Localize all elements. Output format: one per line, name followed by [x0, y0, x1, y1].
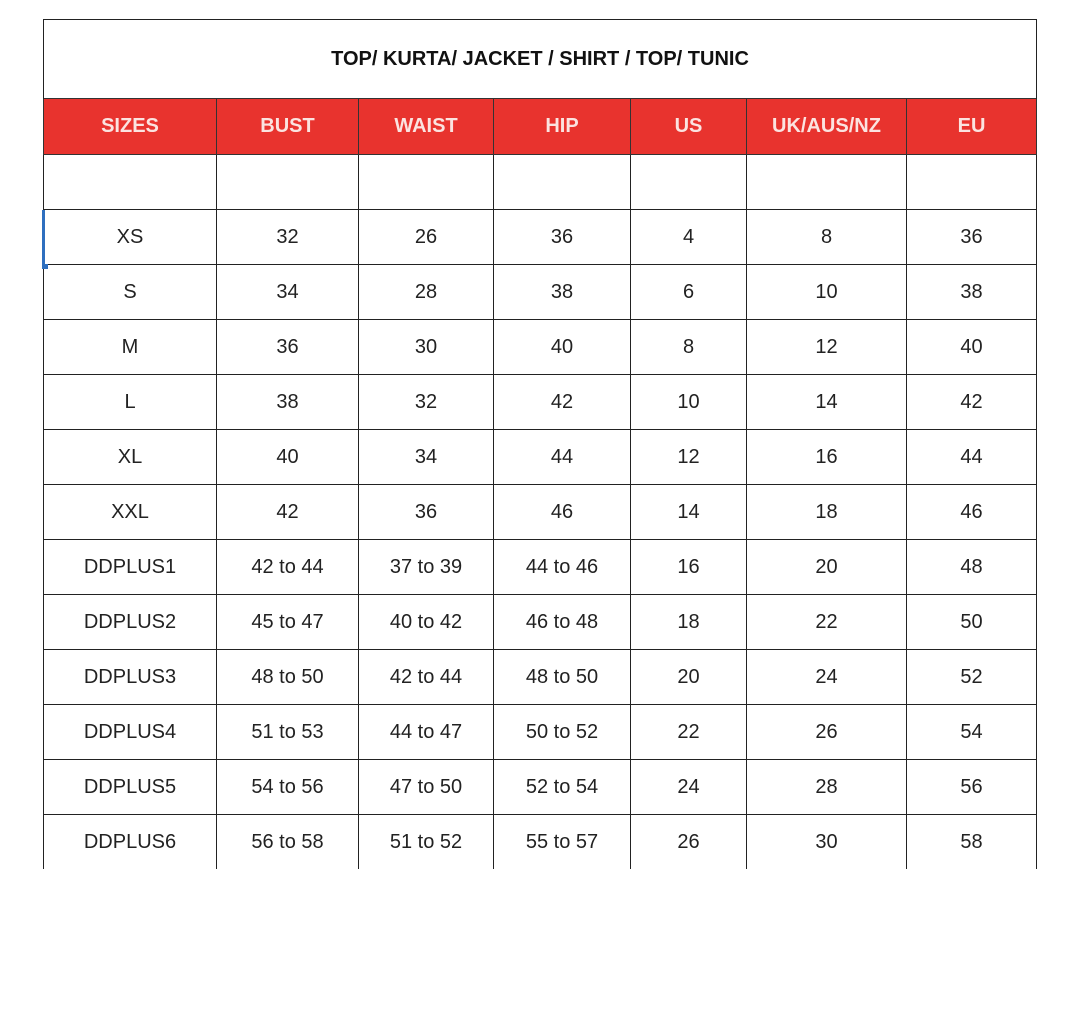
table-cell: 38	[217, 375, 359, 430]
table-cell: 30	[359, 320, 494, 375]
table-cell: 44 to 47	[359, 705, 494, 760]
table-cell: 40	[494, 320, 631, 375]
table-cell: DDPLUS4	[44, 705, 217, 760]
table-cell: 36	[907, 210, 1037, 265]
table-cell: 16	[631, 540, 747, 595]
table-cell: 40	[217, 430, 359, 485]
table-cell: 16	[747, 430, 907, 485]
table-cell: XXL	[44, 485, 217, 540]
table-cell: 10	[747, 265, 907, 320]
table-cell: 48 to 50	[494, 650, 631, 705]
column-header-uk-aus-nz: UK/AUS/NZ	[747, 99, 907, 155]
size-chart-table	[43, 19, 1037, 869]
table-cell: 14	[747, 375, 907, 430]
table-cell: S	[44, 265, 217, 320]
table-cell: 56	[907, 760, 1037, 815]
header-row	[44, 99, 1037, 155]
table-cell: 14	[631, 485, 747, 540]
table-cell: 58	[907, 815, 1037, 870]
table-cell: 48 to 50	[217, 650, 359, 705]
table-cell: 42	[217, 485, 359, 540]
table-cell: 28	[359, 265, 494, 320]
table-cell: 36	[494, 210, 631, 265]
table-cell	[494, 155, 631, 210]
table-cell: 34	[359, 430, 494, 485]
table-cell: M	[44, 320, 217, 375]
table-cell: 28	[747, 760, 907, 815]
table-cell: L	[44, 375, 217, 430]
table-cell: 4	[631, 210, 747, 265]
table-row	[44, 540, 1037, 595]
table-row	[44, 155, 1037, 210]
table-cell: 22	[747, 595, 907, 650]
column-header-waist: WAIST	[359, 99, 494, 155]
table-cell: 26	[359, 210, 494, 265]
title-row	[44, 20, 1037, 99]
table-row	[44, 650, 1037, 705]
table-row	[44, 375, 1037, 430]
table-cell: 6	[631, 265, 747, 320]
table-cell: DDPLUS5	[44, 760, 217, 815]
table-cell: 42 to 44	[359, 650, 494, 705]
table-cell: 8	[747, 210, 907, 265]
table-cell: 30	[747, 815, 907, 870]
table-cell: 50 to 52	[494, 705, 631, 760]
table-cell: 34	[217, 265, 359, 320]
table-cell: 24	[747, 650, 907, 705]
table-cell: 38	[494, 265, 631, 320]
table-cell: XL	[44, 430, 217, 485]
table-cell: 42 to 44	[217, 540, 359, 595]
table-cell: 42	[907, 375, 1037, 430]
table-row	[44, 815, 1037, 870]
table-cell	[44, 155, 217, 210]
table-cell	[359, 155, 494, 210]
table-cell: 12	[631, 430, 747, 485]
table-cell: 46	[907, 485, 1037, 540]
table-cell: 46 to 48	[494, 595, 631, 650]
table-cell: 18	[631, 595, 747, 650]
table-cell: 32	[217, 210, 359, 265]
table-cell: 44 to 46	[494, 540, 631, 595]
table-cell: 51 to 52	[359, 815, 494, 870]
table-cell: 8	[631, 320, 747, 375]
table-cell: 20	[631, 650, 747, 705]
column-header-bust: BUST	[217, 99, 359, 155]
table-cell: 22	[631, 705, 747, 760]
table-cell: 12	[747, 320, 907, 375]
table-cell: 26	[747, 705, 907, 760]
table-row	[44, 210, 1037, 265]
table-row	[44, 595, 1037, 650]
table-cell: 52 to 54	[494, 760, 631, 815]
table-row	[44, 705, 1037, 760]
table-cell: 20	[747, 540, 907, 595]
table-cell: 40	[907, 320, 1037, 375]
table-row	[44, 760, 1037, 815]
table-cell: 10	[631, 375, 747, 430]
table-cell: DDPLUS1	[44, 540, 217, 595]
table-row	[44, 430, 1037, 485]
table-cell	[631, 155, 747, 210]
table-cell: 32	[359, 375, 494, 430]
column-header-us: US	[631, 99, 747, 155]
table-cell: 36	[217, 320, 359, 375]
table-cell: 52	[907, 650, 1037, 705]
table-cell: 51 to 53	[217, 705, 359, 760]
table-cell: 56 to 58	[217, 815, 359, 870]
table-cell: 50	[907, 595, 1037, 650]
table-cell: 26	[631, 815, 747, 870]
cell-selection-marker	[42, 210, 45, 266]
table-cell: 47 to 50	[359, 760, 494, 815]
table-cell: 55 to 57	[494, 815, 631, 870]
table-cell: 48	[907, 540, 1037, 595]
table-cell: 54 to 56	[217, 760, 359, 815]
chart-title: TOP/ KURTA/ JACKET / SHIRT / TOP/ TUNIC	[44, 20, 1037, 99]
table-cell: 45 to 47	[217, 595, 359, 650]
table-row	[44, 320, 1037, 375]
size-chart	[43, 19, 1036, 869]
table-cell: DDPLUS3	[44, 650, 217, 705]
table-cell: 37 to 39	[359, 540, 494, 595]
table-cell: 46	[494, 485, 631, 540]
column-header-sizes: SIZES	[44, 99, 217, 155]
column-header-eu: EU	[907, 99, 1037, 155]
table-cell: DDPLUS6	[44, 815, 217, 870]
table-cell: 18	[747, 485, 907, 540]
table-cell: 36	[359, 485, 494, 540]
table-cell: 40 to 42	[359, 595, 494, 650]
table-cell: 24	[631, 760, 747, 815]
table-cell: 38	[907, 265, 1037, 320]
table-row	[44, 265, 1037, 320]
table-cell	[217, 155, 359, 210]
table-row	[44, 485, 1037, 540]
table-cell: XS	[44, 210, 217, 265]
table-cell: 44	[907, 430, 1037, 485]
column-header-hip: HIP	[494, 99, 631, 155]
table-cell	[907, 155, 1037, 210]
table-cell: 44	[494, 430, 631, 485]
table-cell: 54	[907, 705, 1037, 760]
table-cell	[747, 155, 907, 210]
table-cell: 42	[494, 375, 631, 430]
table-cell: DDPLUS2	[44, 595, 217, 650]
